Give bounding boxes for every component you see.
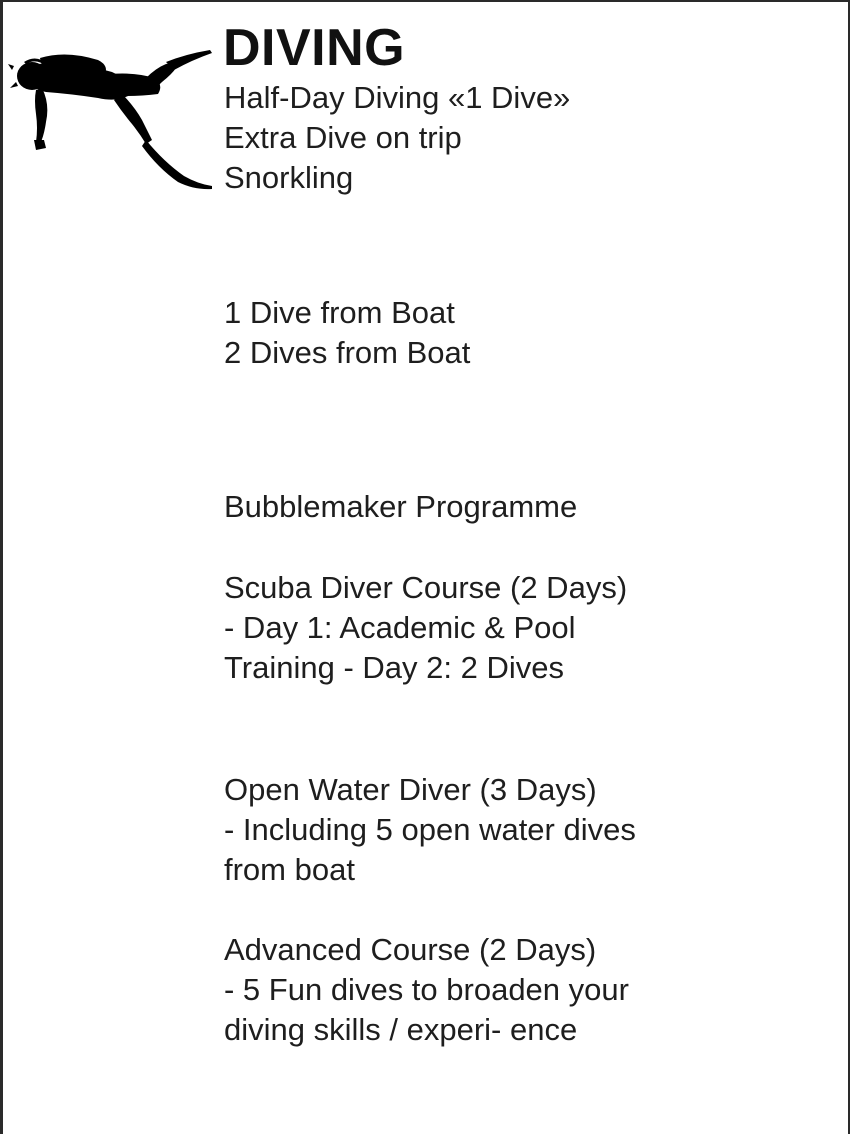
boat-item-two-dives: 2 Dives from Boat (224, 335, 471, 370)
course-advanced (224, 930, 644, 1050)
intro-item-half-day: Half-Day Diving «1 Dive» (224, 80, 571, 115)
intro-item-extra-dive: Extra Dive on trip (224, 120, 462, 155)
course-name: Open Water Diver (3 Days) (224, 772, 597, 807)
course-name: Bubblemaker Programme (224, 489, 578, 524)
boat-dives-list (224, 293, 470, 373)
scuba-diver-icon (6, 44, 216, 194)
intro-item-snorkling: Snorkling (224, 160, 354, 195)
course-name: Advanced Course (2 Days) (224, 932, 597, 967)
course-scuba-diver (224, 568, 644, 688)
course-bubblemaker (224, 487, 577, 527)
course-open-water (224, 770, 644, 890)
course-detail: - 5 Fun dives to broaden your diving skills / experi- ence (224, 972, 629, 1047)
course-detail: - Day 1: Academic & Pool Training - Day 2: 2 Dives (224, 610, 576, 685)
course-name: Scuba Diver Course (2 Days) (224, 570, 628, 605)
boat-item-one-dive: 1 Dive from Boat (224, 295, 455, 330)
page-title: DIVING (223, 19, 406, 77)
intro-list (224, 78, 570, 198)
course-detail: - Including 5 open water dives from boat (224, 812, 636, 887)
